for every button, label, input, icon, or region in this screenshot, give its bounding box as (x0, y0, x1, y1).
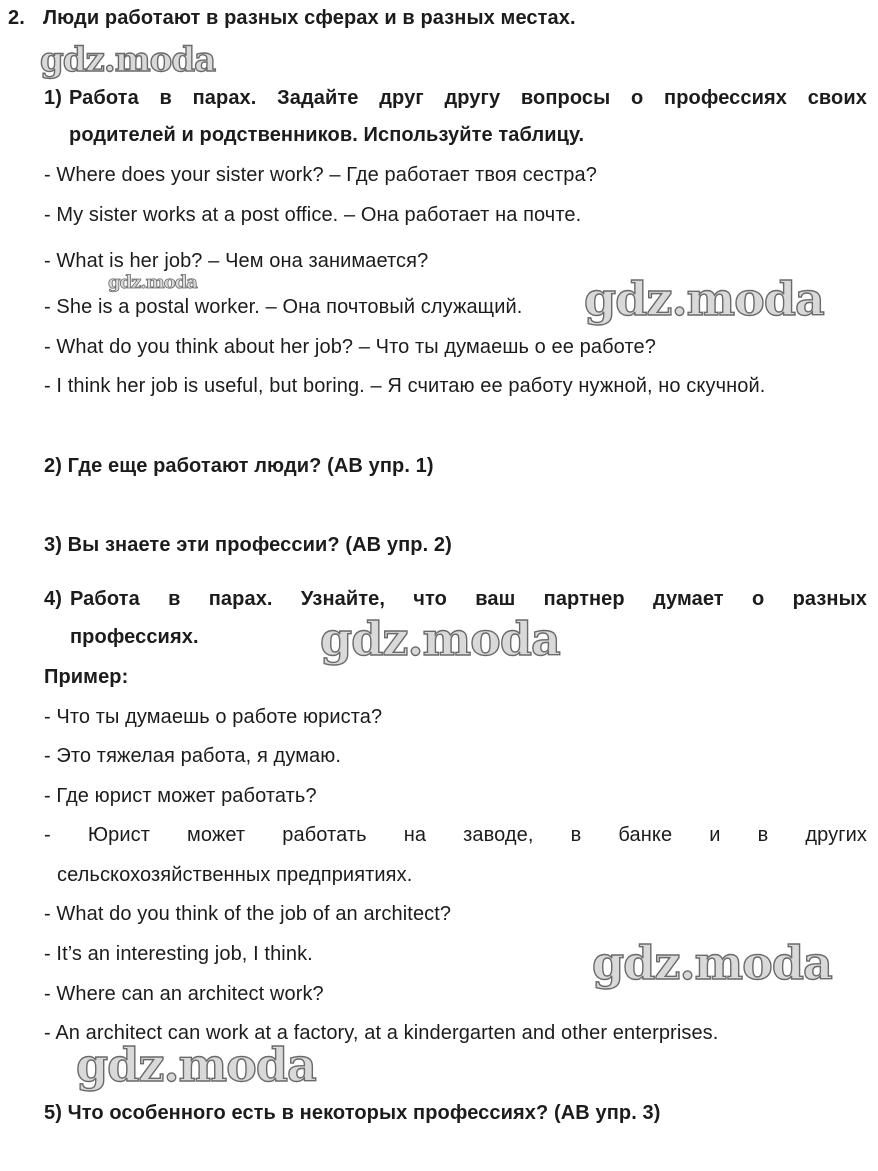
section-3-heading: 3) Вы знаете эти профессии? (АВ упр. 2) (44, 534, 452, 556)
watermark: gdz.moda (40, 40, 216, 80)
section-5-heading: 5) Что особенного есть в некоторых профессиях? (АВ упр. 3) (44, 1102, 661, 1124)
example-label: Пример: (44, 666, 129, 688)
dialogue-line: - It’s an interesting job, I think. (44, 943, 313, 965)
watermark: gdz.moda (76, 1038, 316, 1092)
dialogue-line-justified: - Юрист может работать на заводе, в банке и в других (44, 824, 867, 846)
task-number: 2. (8, 7, 25, 29)
section-1-instruction-line1: Работа в парах. Задайте друг другу вопросы о профессиях своих (69, 87, 867, 109)
section-1-instruction-line2: родителей и родственников. Используйте таблицу. (69, 124, 585, 146)
watermark: gdz.moda (108, 272, 197, 293)
dialogue-line: - Что ты думаешь о работе юриста? (44, 706, 383, 728)
section-2-heading: 2) Где еще работают люди? (АВ упр. 1) (44, 455, 434, 477)
task-title: Люди работают в разных сферах и в разных местах. (43, 7, 576, 29)
dialogue-line: - What do you think about her job? – Что ты думаешь о ее работе? (44, 336, 656, 358)
watermark: gdz.moda (584, 272, 824, 326)
dialogue-line: - I think her job is useful, but boring. – Я считаю ее работу нужной, но скучной. (44, 375, 766, 397)
dialogue-line: - She is a postal worker. – Она почтовый служащий. (44, 296, 523, 318)
dialogue-line: - An architect can work at a factory, at a kindergarten and other enterprises. (44, 1022, 719, 1044)
dialogue-line: - Где юрист может работать? (44, 785, 317, 807)
section-4-instruction-line1: Работа в парах. Узнайте, что ваш партнер думает о разных (70, 588, 867, 610)
dialogue-line: - My sister works at a post office. – Она работает на почте. (44, 204, 582, 226)
dialogue-line: - Это тяжелая работа, я думаю. (44, 745, 342, 767)
watermark: gdz.moda (320, 612, 560, 666)
dialogue-line: - What do you think of the job of an architect? (44, 903, 452, 925)
section-4-instruction-line2: профессиях. (70, 626, 199, 648)
dialogue-line: - Where does your sister work? – Где работает твоя сестра? (44, 164, 597, 186)
watermark: gdz.moda (592, 936, 832, 990)
section-4-number: 4) (44, 588, 62, 610)
dialogue-line: - What is her job? – Чем она занимается? (44, 250, 429, 272)
dialogue-line-continuation: сельскохозяйственных предприятиях. (57, 864, 413, 886)
dialogue-line: - Where can an architect work? (44, 983, 324, 1005)
section-1-number: 1) (44, 87, 62, 109)
